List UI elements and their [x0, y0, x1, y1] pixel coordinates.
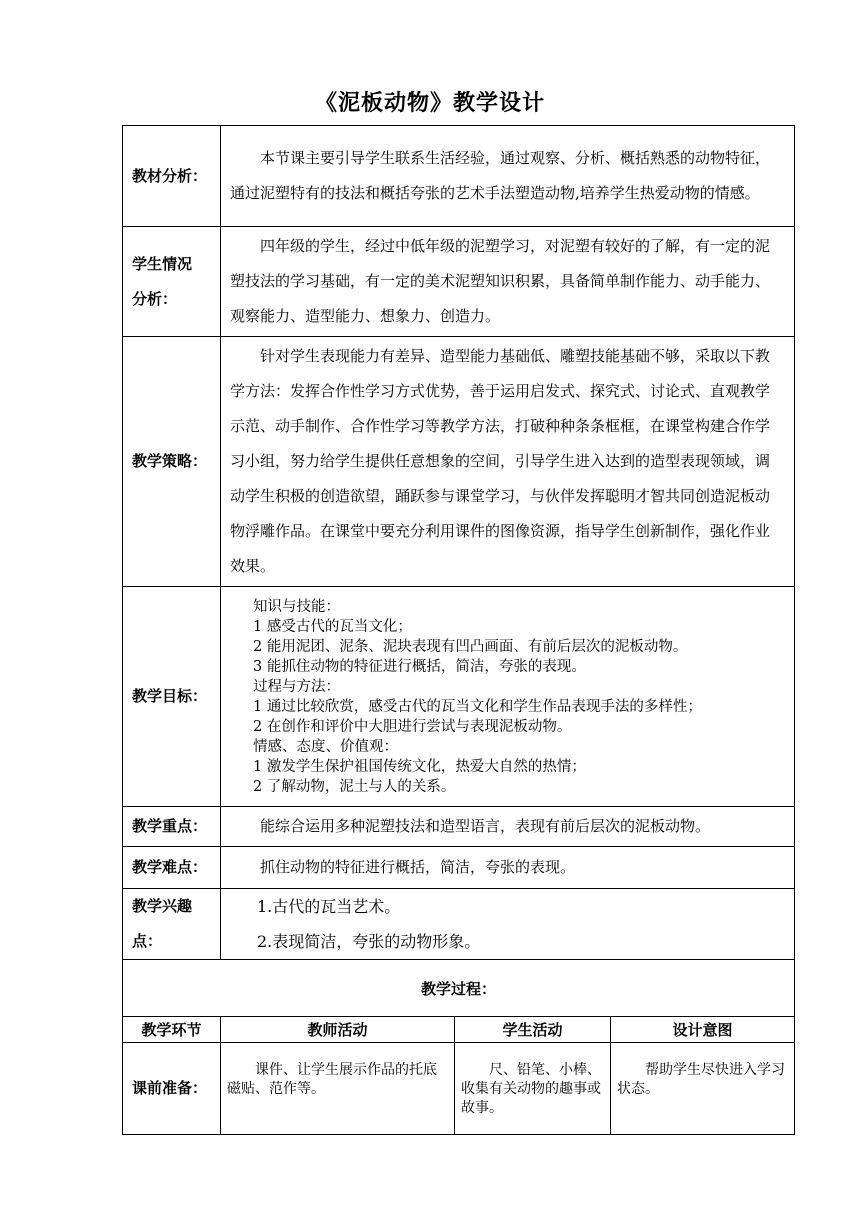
label-key-points: 教学重点： — [123, 807, 221, 847]
goals-list — [221, 587, 795, 807]
lesson-plan-table — [122, 125, 795, 1135]
text-material-analysis: 本节课主要引导学生联系生活经验，通过观察、分析、概括熟悉的动物特征，通过泥塑特有的技法和概括夸张的艺术手法塑造动物,培养学生热爱动物的情感。 — [230, 149, 771, 202]
goal-line: 2 在创作和评价中大胆进行尝试与表现泥板动物。 — [253, 718, 572, 735]
interest-item: 2.表现简洁，夸张的动物形象。 — [257, 932, 481, 951]
label-teaching-goals: 教学目标： — [123, 587, 221, 807]
process-row-preparation — [123, 1043, 795, 1135]
row-student-analysis — [123, 227, 795, 337]
row-process-title — [123, 960, 795, 1017]
header-design-intent: 设计意图 — [611, 1017, 795, 1043]
text-teaching-strategy: 针对学生表现能力有差异、造型能力基础低、雕塑技能基础不够，采取以下教学方法：发挥合作性学习方式优势，善于运用启发式、探究式、讨论式、直观教学示范、动手制作、合作性学习等教学方法，打破种种条条框框，在课堂构建合作学习小组，努力给学生提供任意想象的空间，引导学生进入达到的造型表现领域，调动学生积极的创造欲望，踊跃参与课堂学习，与伙伴发挥聪明才智共同创造泥板动物浮雕作品。在课堂中要充分利用课件的图像资源，指导学生创新制作，强化作业效果。 — [230, 347, 771, 575]
label-student-analysis: 学生情况 分析： — [123, 227, 221, 337]
row-teaching-goals — [123, 587, 795, 807]
goal-line: 1 感受古代的瓦当文化； — [253, 618, 412, 635]
process-title: 教学过程： — [123, 960, 795, 1017]
goal-line: 1 激发学生保护祖国传统文化，热爱大自然的热情； — [253, 758, 586, 775]
header-student-activity: 学生活动 — [455, 1017, 611, 1043]
text-key-points: 能综合运用多种泥塑技法和造型语言，表现有前后层次的泥板动物。 — [260, 817, 711, 835]
label-material-analysis: 教材分析： — [123, 126, 221, 227]
row-interest-points — [123, 889, 795, 960]
header-teacher-activity: 教师活动 — [221, 1017, 455, 1043]
interest-item: 1.古代的瓦当艺术。 — [257, 897, 401, 916]
goal-line: 2 了解动物，泥土与人的关系。 — [253, 778, 456, 795]
stage-preparation: 课前准备： — [123, 1043, 221, 1135]
page-title: 《泥板动物》教学设计 — [314, 91, 545, 116]
process-header-row — [123, 1017, 795, 1043]
row-key-points — [123, 807, 795, 847]
goal-line: 情感、态度、价值观： — [253, 738, 398, 755]
goal-line: 知识与技能： — [253, 598, 340, 615]
goal-line: 1 通过比较欣赏，感受古代的瓦当文化和学生作品表现手法的多样性； — [253, 698, 702, 715]
teacher-activity-preparation: 课件、让学生展示作品的托底磁贴、范作等。 — [221, 1043, 455, 1135]
goal-line: 3 能抓住动物的特征进行概括，简洁，夸张的表现。 — [253, 658, 586, 675]
label-teaching-strategy: 教学策略： — [123, 337, 221, 587]
text-student-analysis: 四年级的学生，经过中低年级的泥塑学习，对泥塑有较好的了解，有一定的泥塑技法的学习基础，有一定的美术泥塑知识积累，具备简单制作能力、动手能力、观察能力、造型能力、想象力、创造力。 — [230, 237, 771, 325]
goal-line: 2 能用泥团、泥条、泥块表现有凹凸画面、有前后层次的泥板动物。 — [253, 638, 688, 655]
goal-line: 过程与方法： — [253, 678, 340, 695]
student-activity-preparation: 尺、铅笔、小棒、收集有关动物的趣事或故事。 — [455, 1043, 611, 1135]
label-difficulties: 教学难点： — [123, 847, 221, 889]
row-difficulties — [123, 847, 795, 889]
design-intent-preparation: 帮助学生尽快进入学习状态。 — [611, 1043, 795, 1135]
label-interest-points: 教学兴趣 点： — [123, 889, 221, 960]
header-stage: 教学环节 — [123, 1017, 221, 1043]
row-teaching-strategy — [123, 337, 795, 587]
row-material-analysis — [123, 126, 795, 227]
text-difficulties: 抓住动物的特征进行概括，简洁，夸张的表现。 — [260, 858, 576, 876]
